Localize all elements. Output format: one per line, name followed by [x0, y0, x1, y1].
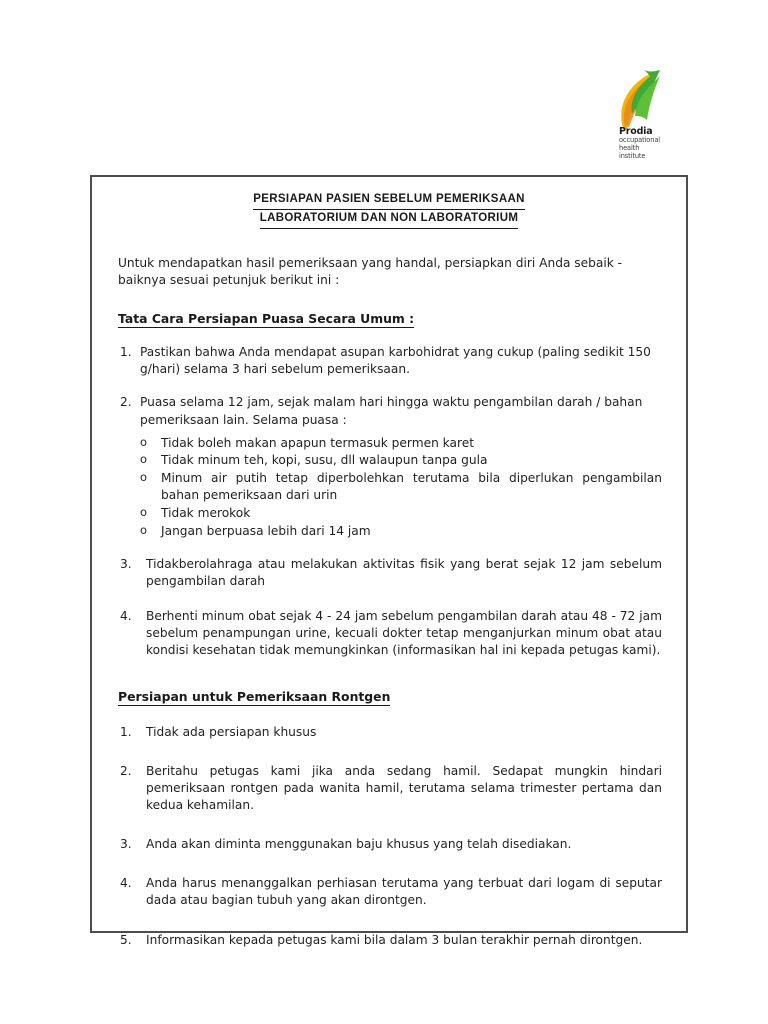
list-item-text: Tidak minum teh, kopi, susu, dll walaupun tanpa gula	[161, 453, 488, 468]
list-item-text: Pastikan bahwa Anda mendapat asupan karbohidrat yang cukup (paling sedikit 150 g/hari) selama 3 hari sebelum pemeriksaan.	[140, 345, 651, 377]
list-item-number: 1.	[120, 724, 132, 739]
company-logo	[605, 68, 695, 168]
list-item	[118, 394, 662, 428]
list-item	[118, 556, 662, 590]
logo-brand-name: Prodia	[619, 126, 653, 137]
list-item-number: 2.	[120, 764, 132, 779]
list-item-number: 3.	[120, 837, 132, 852]
page-title-line-1: PERSIAPAN PASIEN SEBELUM PEMERIKSAAN	[253, 191, 525, 210]
logo-wordmark	[619, 126, 691, 161]
list-item	[118, 608, 662, 659]
list-item-text: Anda harus menanggalkan perhiasan terutama yang terbuat dari logam di seputar dada atau bagian tubuh yang akan dirontgen.	[146, 876, 662, 908]
logo-tagline-line1: occupational	[619, 136, 660, 145]
list-item-text: Informasikan kepada petugas kami bila dalam 3 bulan terakhir pernah dirontgen.	[146, 932, 643, 947]
page-title	[104, 191, 674, 229]
section-rontgen	[118, 689, 662, 949]
list-item-number: 3.	[120, 556, 132, 571]
list-item	[118, 836, 662, 853]
list-item	[118, 875, 662, 909]
list-item-text: Beritahu petugas kami jika anda sedang hamil. Sedapat mungkin hindari pemeriksaan rontgen pada wanita hamil, terutama selama trimester pertama dan kedua kehamilan.	[146, 764, 662, 813]
section-heading-rontgen	[118, 689, 662, 704]
prodia-leaf-icon	[605, 68, 661, 130]
list-item-text: Puasa selama 12 jam, sejak malam hari hingga waktu pengambilan darah / bahan pemeriksaan lain. Selama puasa :	[140, 395, 643, 427]
document-border-box	[90, 175, 688, 947]
list-item-text: Tidak boleh makan apapun termasuk permen karet	[161, 435, 474, 450]
list-item-text: Berhenti minum obat sejak 4 - 24 jam sebelum pengambilan darah atau 48 - 72 jam sebelum penampungan urine, kecuali dokter tetap menganjurkan minum obat atau kondisi kesehatan tidak memungkinkan (informasikan hal ini kepada petugas kami).	[146, 608, 662, 657]
section-heading-puasa	[118, 311, 662, 326]
list-item-number: 5.	[120, 932, 132, 947]
list-item	[140, 505, 662, 522]
list-item-number: 2.	[120, 395, 132, 410]
section-heading-rontgen-text: Persiapan untuk Pemeriksaan Rontgen	[118, 688, 391, 704]
page-title-line-2: LABORATORIUM DAN NON LABORATORIUM	[260, 210, 519, 229]
list-item	[140, 452, 662, 469]
list-item	[118, 932, 662, 949]
intro-paragraph: Untuk mendapatkan hasil pemeriksaan yang handal, persiapkan diri Anda sebaik - baiknya sesuai petunjuk berikut ini :	[118, 255, 623, 287]
section-heading-puasa-text: Tata Cara Persiapan Puasa Secara Umum :	[118, 311, 415, 327]
list-item	[118, 763, 662, 814]
logo-tagline-line3: institute	[619, 151, 646, 160]
list-item-text: Tidak ada persiapan khusus	[146, 724, 317, 739]
list-item	[118, 724, 662, 741]
bullet-marker-icon: o	[140, 522, 148, 537]
logo-tagline-line2: health	[619, 143, 640, 152]
list-item-text: Tidak merokok	[161, 505, 251, 520]
list-item-number: 1.	[120, 345, 132, 360]
list-item-number: 4.	[120, 876, 132, 891]
list-item	[118, 344, 662, 378]
list-item-text: Tidakberolahraga atau melakukan aktivitas fisik yang berat sejak 12 jam sebelum pengambilan darah	[146, 556, 662, 588]
list-item-text: Minum air putih tetap diperbolehkan terutama bila diperlukan pengambilan bahan pemeriksaan dari urin	[161, 471, 662, 503]
bullet-marker-icon: o	[140, 452, 148, 467]
list-item	[140, 470, 662, 504]
sub-bullet-list	[140, 435, 662, 540]
list-item-text: Jangan berpuasa lebih dari 14 jam	[161, 523, 371, 538]
list-item	[140, 435, 662, 452]
document-body	[104, 255, 674, 949]
list-item-text: Anda akan diminta menggunakan baju khusus yang telah disediakan.	[146, 837, 572, 852]
bullet-marker-icon: o	[140, 470, 148, 485]
list-item-number: 4.	[120, 608, 132, 623]
bullet-marker-icon: o	[140, 504, 148, 519]
bullet-marker-icon: o	[140, 434, 148, 449]
list-item	[140, 523, 662, 540]
